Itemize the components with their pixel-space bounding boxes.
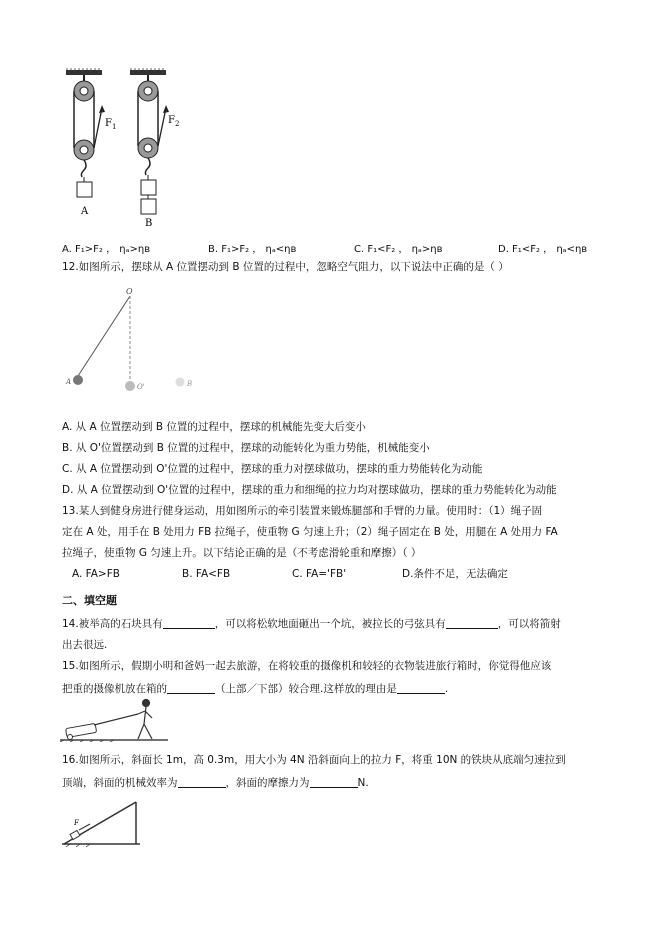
q13-line-3: 拉绳子，使重物 G 匀速上升。以下结论正确的是（不考虑滑轮重和摩擦）（ ） [62,547,422,559]
q14-blank-1[interactable] [163,616,215,629]
pulley-figure [60,68,200,228]
q15-text-3: . [444,683,449,695]
person [138,700,152,740]
q15-line-1: 15.如图所示，假期小明和爸妈一起去旅游，在将较重的摄像机和较轻的衣物装进旅行箱时，你觉得他应该 [62,660,552,672]
q14-blank-2[interactable] [446,616,498,629]
q12-stem: 12.如图所示，摆球从 A 位置摆动到 B 位置的过程中，忽略空气阻力，以下说法中正确的是（ ） [62,261,509,273]
q13-option-d: D.条件不足，无法确定 [402,568,508,580]
incline-figure [60,798,160,848]
q14-text-1: 14.被举高的石块具有 [62,618,163,630]
label-o-prime: O' [137,383,145,391]
q16-line-2 [62,775,369,790]
q13-option-c: C. FA='FB' [292,568,347,580]
ball-b [176,378,185,387]
pendulum-figure [60,282,220,402]
suitcase [66,723,97,739]
q16-line-1: 16.如图所示，斜面长 1m，高 0.3m，用大小为 4N 沿斜面向上的拉力 F，将重 10N 的铁块从底端匀速拉到 [62,754,566,766]
force-f-label: F [74,819,79,827]
q16-blank-2[interactable] [310,775,358,788]
q16-text-2: ，斜面的摩擦力为 [225,777,310,789]
q12-option-d: D. 从 A 位置摆动到 O'位置的过程中，摆球的重力和细绳的拉力均对摆球做功，摆球的重力势能转化为动能 [62,484,557,496]
luggage-figure [60,698,170,742]
q15-blank-1[interactable] [167,681,215,694]
label-b: B [145,218,153,228]
iron-block [70,830,80,839]
q14-text-2: ，可以将松软地面砸出一个坑，被拉长的弓弦具有 [214,618,446,630]
suitcase-handle [94,714,138,725]
force-f1-label: $F_1$ [105,118,117,131]
q16-blank-1[interactable] [178,775,226,788]
ball-a [73,375,83,385]
q14-line-1 [62,616,561,631]
q15-line-2 [62,681,448,696]
q15-text-2: （上部／下部）较合理.这样放的理由是 [215,683,397,695]
q11-option-b: B. F₁>F₂ ， ηₐ<ηʙ [208,244,297,255]
q11-option-d: D. F₁<F₂ ， ηₐ<ηʙ [498,244,588,255]
pulley-system-a [66,69,105,197]
q11-option-a: A. F₁>F₂ ， ηₐ>ηʙ [62,244,151,255]
q12-option-b: B. 从 O'位置摆动到 B 位置的过程中，摆球的动能转化为重力势能，机械能变小 [62,442,430,454]
q13-option-a: A. FA>FB [72,568,120,580]
label-a: A [66,378,72,386]
q12-option-a: A. 从 A 位置摆动到 B 位置的过程中，摆球的机械能先变大后变小 [62,421,366,433]
section-title: 二、填空题 [62,594,117,607]
q14-text-3: ，可以将箭射 [497,618,561,630]
pulley-system-b [130,69,169,214]
q14-line-2: 出去很远. [62,639,108,651]
pendulum-string-a [78,296,130,376]
q13-option-b: B. FA<FB [182,568,231,580]
q16-text-3: N. [357,777,369,789]
label-b: B [187,380,193,388]
label-a: A [81,206,89,217]
q13-line-1: 13.某人到健身房进行健身运动，用如图所示的牵引装置来锻炼腿部和手臂的力量。使用时：（1）绳子固 [62,505,543,517]
force-f2-label: $F_2$ [168,115,180,128]
q12-option-c: C. 从 A 位置摆动到 O'位置的过程中，摆球的重力对摆球做功，摆球的重力势能转化为动能 [62,463,483,475]
q16-text-1: 顶端，斜面的机械效率为 [62,777,178,789]
q13-line-2: 定在 A 处，用手在 B 处用力 FB 拉绳子，使重物 G 匀速上升；（2）绳子固定在 B 处，用腿在 A 处用力 FA [62,526,558,538]
q15-blank-2[interactable] [397,681,445,694]
q15-text-1: 把重的摄像机放在箱的 [62,683,167,695]
label-o: O [126,287,133,296]
q11-option-c: C. F₁<F₂ ， ηₐ>ηʙ [354,244,443,255]
ball-o2 [125,381,135,391]
